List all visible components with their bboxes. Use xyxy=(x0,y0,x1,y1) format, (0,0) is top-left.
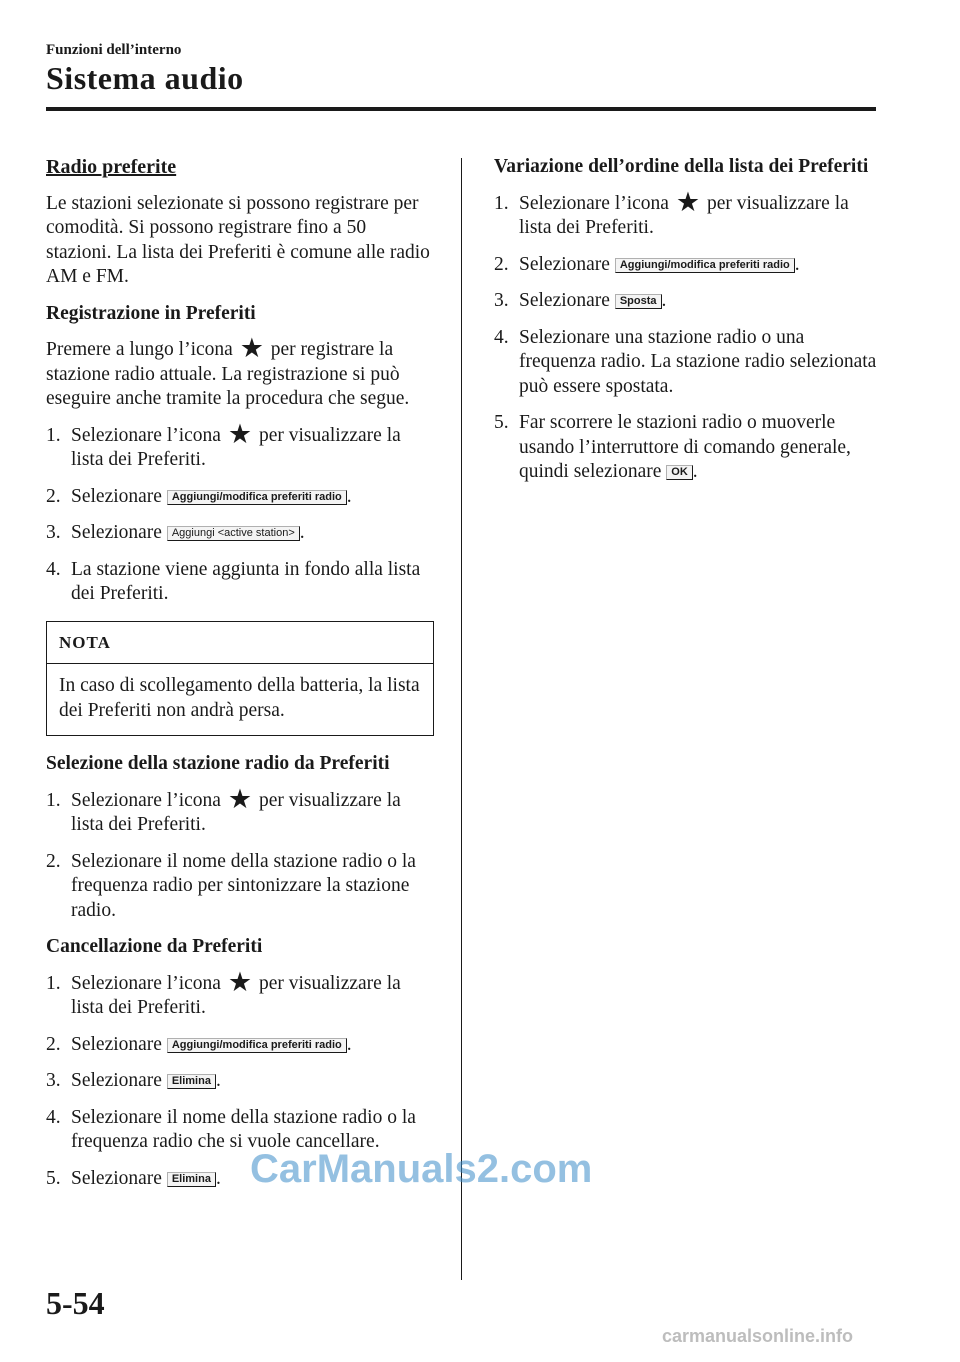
column-divider xyxy=(461,158,462,1280)
step-text xyxy=(71,966,434,1021)
step-number: 5. xyxy=(494,412,509,433)
step-number: 2. xyxy=(46,850,61,872)
reg-step-2 xyxy=(46,485,434,510)
add-edit-favorites-button: Aggiungi/modifica preferiti radio xyxy=(615,258,795,273)
step-text-pre: Selezionare l’icona xyxy=(71,972,221,994)
reorder-step-5 xyxy=(494,411,879,485)
watermark: CarManuals2.com xyxy=(250,1147,593,1191)
note-box xyxy=(46,621,434,737)
del-step-2 xyxy=(46,1033,434,1058)
step-text: Selezionare il nome della stazione radio o la frequenza radio per sintonizzare la stazione radio. xyxy=(71,850,416,921)
step-number: 3. xyxy=(494,290,509,311)
sel-step-2 xyxy=(46,850,434,924)
ok-button: OK xyxy=(666,465,693,480)
step-text-post: per visualizzare la lista dei Preferiti. xyxy=(71,424,401,470)
step-number: 4. xyxy=(46,558,61,580)
left-column xyxy=(46,155,434,1203)
reorder-step-2 xyxy=(494,253,879,278)
note-title: NOTA xyxy=(47,622,433,665)
step-text-pre: Selezionare xyxy=(71,485,162,507)
step-text-pre: Selezionare xyxy=(71,1033,162,1055)
step-text-pre: Far scorrere le stazioni radio o muoverle usando l’interruttore di comando generale, quindi selezionare xyxy=(519,412,851,482)
step-number: 2. xyxy=(494,253,509,275)
header-rule xyxy=(46,107,876,111)
star-icon: ★ xyxy=(227,966,253,998)
star-icon: ★ xyxy=(227,783,253,815)
step-number: 2. xyxy=(46,485,61,507)
sel-step-1 xyxy=(46,783,434,838)
step-text-pre: Selezionare l’icona xyxy=(71,424,221,446)
step-text-pre: Selezionare xyxy=(71,1167,162,1189)
step-number: 4. xyxy=(46,1106,61,1128)
add-active-station-button: Aggiungi <active station> xyxy=(167,526,300,541)
step-text-post: . xyxy=(794,253,800,275)
footer-site-link[interactable]: carmanualsonline.info xyxy=(662,1326,854,1346)
step-text-post: . xyxy=(215,1070,221,1091)
step-text: La stazione viene aggiunta in fondo alla lista dei Preferiti. xyxy=(71,558,421,604)
step-text xyxy=(71,485,434,510)
delete-button: Elimina xyxy=(167,1172,216,1187)
step-text-post: per visualizzare la lista dei Preferiti. xyxy=(71,972,401,1018)
step-text: Selezionare una stazione radio o una frequenza radio. La stazione radio selezionata può essere spostata. xyxy=(519,326,877,397)
step-number: 2. xyxy=(46,1033,61,1055)
deletion-heading: Cancellazione da Preferiti xyxy=(46,936,263,957)
step-text-post: . xyxy=(692,461,698,482)
step-text: Selezionare il nome della stazione radio o la frequenza radio che si vuole cancellare. xyxy=(71,1106,416,1152)
step-text-pre: Selezionare xyxy=(519,290,610,311)
step-text xyxy=(71,1033,434,1058)
step-number: 1. xyxy=(46,972,61,994)
step-text-post: . xyxy=(215,1167,221,1189)
registration-intro xyxy=(46,333,434,412)
step-text-post: . xyxy=(346,485,352,507)
step-number: 4. xyxy=(494,326,509,348)
step-text xyxy=(71,783,434,838)
step-text-post: . xyxy=(299,522,305,543)
reorder-step-4 xyxy=(494,326,879,400)
star-icon: ★ xyxy=(227,418,253,450)
step-text xyxy=(519,253,879,278)
star-icon: ★ xyxy=(239,333,264,364)
reorder-heading: Variazione dell’ordine della lista dei Preferiti xyxy=(494,156,869,177)
step-number: 3. xyxy=(46,522,61,543)
del-step-1 xyxy=(46,966,434,1021)
add-edit-favorites-button: Aggiungi/modifica preferiti radio xyxy=(167,1038,347,1053)
star-icon: ★ xyxy=(675,186,701,218)
step-text xyxy=(71,1069,434,1094)
step-text xyxy=(519,411,879,485)
step-number: 1. xyxy=(46,789,61,811)
registration-heading: Registrazione in Preferiti xyxy=(46,302,256,324)
note-body: In caso di scollegamento della batteria, la lista dei Preferiti non andrà persa. xyxy=(59,675,420,721)
page-title: Sistema audio xyxy=(46,60,244,96)
reorder-step-1 xyxy=(494,186,879,241)
step-text-pre: Selezionare xyxy=(71,522,162,543)
reg-step-4 xyxy=(46,558,434,607)
step-text-pre: Selezionare xyxy=(519,253,610,275)
page-number: 5-54 xyxy=(46,1285,105,1321)
step-number: 1. xyxy=(494,192,509,214)
step-text xyxy=(71,418,434,473)
step-text-post: per visualizzare la lista dei Preferiti. xyxy=(71,789,401,835)
step-text-pre: Selezionare l’icona xyxy=(71,789,221,811)
delete-button: Elimina xyxy=(167,1074,216,1089)
step-text-post: . xyxy=(661,290,667,311)
step-number: 1. xyxy=(46,424,61,446)
section-label: Funzioni dell’interno xyxy=(46,42,182,58)
radio-favorites-intro: Le stazioni selezionate si possono registrare per comodità. Si possono registrare fino a 50 stazioni. La lista dei Preferiti è comune alle radio AM e FM. xyxy=(46,192,430,287)
right-column xyxy=(494,155,879,497)
move-button: Sposta xyxy=(615,294,662,309)
registration-intro-post: per registrare la stazione radio attuale. La registrazione si può eseguire anche tramite la procedura che segue. xyxy=(46,339,410,409)
del-step-3 xyxy=(46,1069,434,1094)
step-text-pre: Selezionare l’icona xyxy=(519,192,669,214)
step-text xyxy=(519,186,879,241)
step-number: 5. xyxy=(46,1167,61,1189)
add-edit-favorites-button: Aggiungi/modifica preferiti radio xyxy=(167,490,347,505)
step-text xyxy=(519,289,879,314)
step-number: 3. xyxy=(46,1070,61,1091)
radio-favorites-heading: Radio preferite xyxy=(46,156,177,178)
step-text-pre: Selezionare xyxy=(71,1070,162,1091)
reorder-step-3 xyxy=(494,289,879,314)
reg-step-1 xyxy=(46,418,434,473)
step-text xyxy=(71,521,434,546)
registration-intro-pre: Premere a lungo l’icona xyxy=(46,339,233,360)
step-text-post: per visualizzare la lista dei Preferiti. xyxy=(519,192,849,238)
step-text-post: . xyxy=(346,1033,352,1055)
selection-heading: Selezione della stazione radio da Preferiti xyxy=(46,753,390,774)
reg-step-3 xyxy=(46,521,434,546)
